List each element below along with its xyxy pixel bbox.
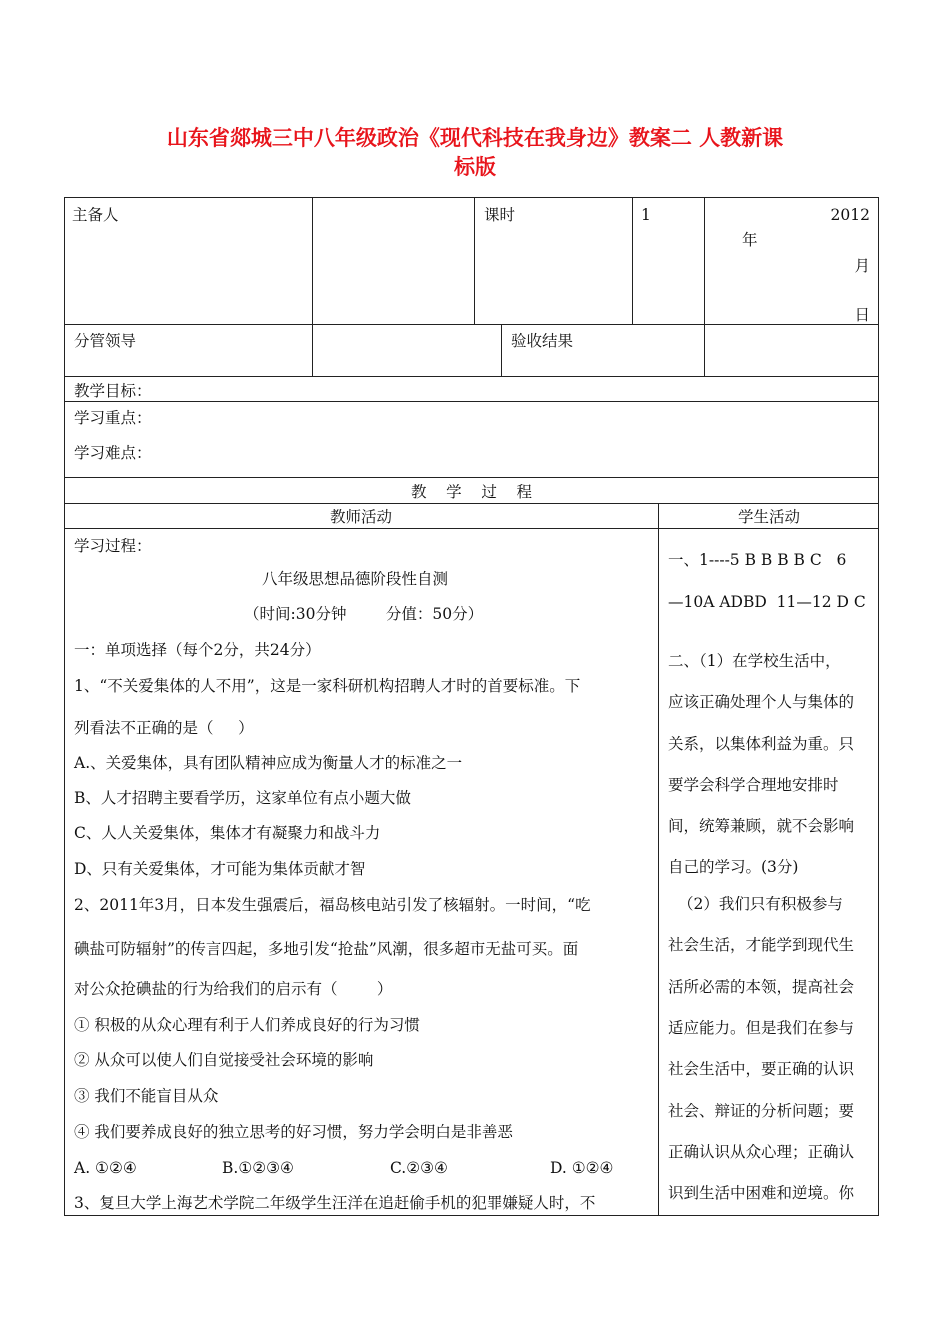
date-year: 2012 xyxy=(830,206,870,224)
student-column-header: 学生活动 xyxy=(737,508,800,526)
title-line-2: 标版 xyxy=(454,155,496,179)
quiz-time-score: （时间:30分钟 分值：50分） xyxy=(244,605,484,623)
leader-label: 分管领导 xyxy=(74,332,137,350)
question-1-line-2: 列看法不正确的是（ ） xyxy=(74,719,254,737)
difficulty-label: 学习难点： xyxy=(74,444,152,462)
date-day-unit: 日 xyxy=(854,306,870,324)
date-year-unit: 年 xyxy=(742,231,758,249)
student-line-14: 社会、辩证的分析问题；要 xyxy=(668,1102,855,1120)
rule-v2 xyxy=(474,197,475,324)
preparer-label: 主备人 xyxy=(72,206,119,224)
process-heading: 教 学 过 程 xyxy=(410,483,533,501)
document-title xyxy=(80,124,870,182)
question-1-line-1: 1、“不关爱集体的人不用”，这是一家科研机构招聘人才时的首要标准。下 xyxy=(74,677,581,695)
question-2-option-a: A. ①②④ xyxy=(74,1159,137,1177)
question-2-option-c: C.②③④ xyxy=(390,1159,448,1177)
section-single-choice: 一：单项选择（每个2分，共24分） xyxy=(74,641,321,659)
date-month-unit: 月 xyxy=(854,257,870,275)
student-line-13: 社会生活中，要正确的认识 xyxy=(668,1060,855,1078)
key-point-label: 学习重点： xyxy=(74,409,152,427)
period-value: 1 xyxy=(641,206,651,224)
question-2-line-3: 对公众抢碘盐的行为给我们的启示有（ ） xyxy=(74,980,393,998)
question-2-option-d: D. ①②④ xyxy=(550,1159,614,1177)
question-2-statement-4: ④ 我们要养成良好的独立思考的好习惯，努力学会明白是非善恶 xyxy=(74,1123,513,1141)
rule-row2-bottom xyxy=(64,376,879,377)
student-line-3: 二、（1）在学校生活中， xyxy=(668,652,841,670)
student-line-9: （2）我们只有积极参与 xyxy=(678,895,843,913)
quiz-title: 八年级思想品德阶段性自测 xyxy=(262,570,449,588)
student-line-1: 一、1----5 B B B B C 6 xyxy=(668,551,847,569)
question-2-statement-3: ③ 我们不能盲目从众 xyxy=(74,1087,219,1105)
student-line-4: 应该正确处理个人与集体的 xyxy=(668,693,855,711)
process-label: 学习过程： xyxy=(74,537,152,555)
student-line-2: —10A ADBD 11—12 D C xyxy=(668,593,866,611)
student-line-8: 自己的学习。(3分) xyxy=(668,858,799,876)
rule-process-bottom xyxy=(64,503,879,504)
rule-points-bottom xyxy=(64,477,879,478)
rule-v4 xyxy=(704,197,705,376)
student-line-16: 识到生活中困难和逆境。你 xyxy=(668,1184,855,1202)
question-1-option-c: C、人人关爱集体，集体才有凝聚力和战斗力 xyxy=(74,824,381,842)
teaching-goal-label: 教学目标： xyxy=(74,382,152,400)
student-line-10: 社会生活，才能学到现代生 xyxy=(668,936,855,954)
rule-v3 xyxy=(632,197,633,324)
question-2-statement-1: ① 积极的从众心理有利于人们养成良好的行为习惯 xyxy=(74,1016,420,1034)
rule-goal-bottom xyxy=(64,401,879,402)
student-line-11: 活所必需的本领，提高社会 xyxy=(668,978,855,996)
teacher-column-header: 教师活动 xyxy=(329,508,392,526)
question-2-line-1: 2、2011年3月，日本发生强震后，福岛核电站引发了核辐射。一时间，“吃 xyxy=(74,896,591,914)
question-2-option-b: B.①②③④ xyxy=(222,1159,294,1177)
rule-colheads-bottom xyxy=(64,528,879,529)
student-line-6: 要学会科学合理地安排时 xyxy=(668,776,839,794)
question-2-statement-2: ② 从众可以使人们自觉接受社会环境的影响 xyxy=(74,1051,374,1069)
question-1-option-a: A.、关爱集体，具有团队精神应成为衡量人才的标准之一 xyxy=(74,754,463,772)
rule-v5 xyxy=(501,324,502,376)
question-1-option-b: B、人才招聘主要看学历，这家单位有点小题大做 xyxy=(74,789,411,807)
question-1-option-d: D、只有关爱集体，才可能为集体贡献才智 xyxy=(74,860,366,878)
result-label: 验收结果 xyxy=(511,332,574,350)
student-line-15: 正确认识从众心理；正确认 xyxy=(668,1143,855,1161)
student-line-7: 间，统筹兼顾，就不会影响 xyxy=(668,817,855,835)
question-3-line-1: 3、复旦大学上海艺术学院二年级学生汪洋在追赶偷手机的犯罪嫌疑人时，不 xyxy=(74,1194,596,1212)
rule-v1 xyxy=(312,197,313,376)
rule-v6 xyxy=(658,503,659,1216)
title-line-1: 山东省郯城三中八年级政治《现代科技在我身边》教案二 人教新课 xyxy=(166,126,784,150)
period-label: 课时 xyxy=(484,206,516,224)
student-line-5: 关系，以集体利益为重。只 xyxy=(668,735,855,753)
rule-row1-bottom xyxy=(64,324,879,325)
question-2-line-2: 碘盐可防辐射”的传言四起，多地引发“抢盐”风潮，很多超市无盐可买。面 xyxy=(74,940,579,958)
student-line-12: 适应能力。但是我们在参与 xyxy=(668,1019,855,1037)
